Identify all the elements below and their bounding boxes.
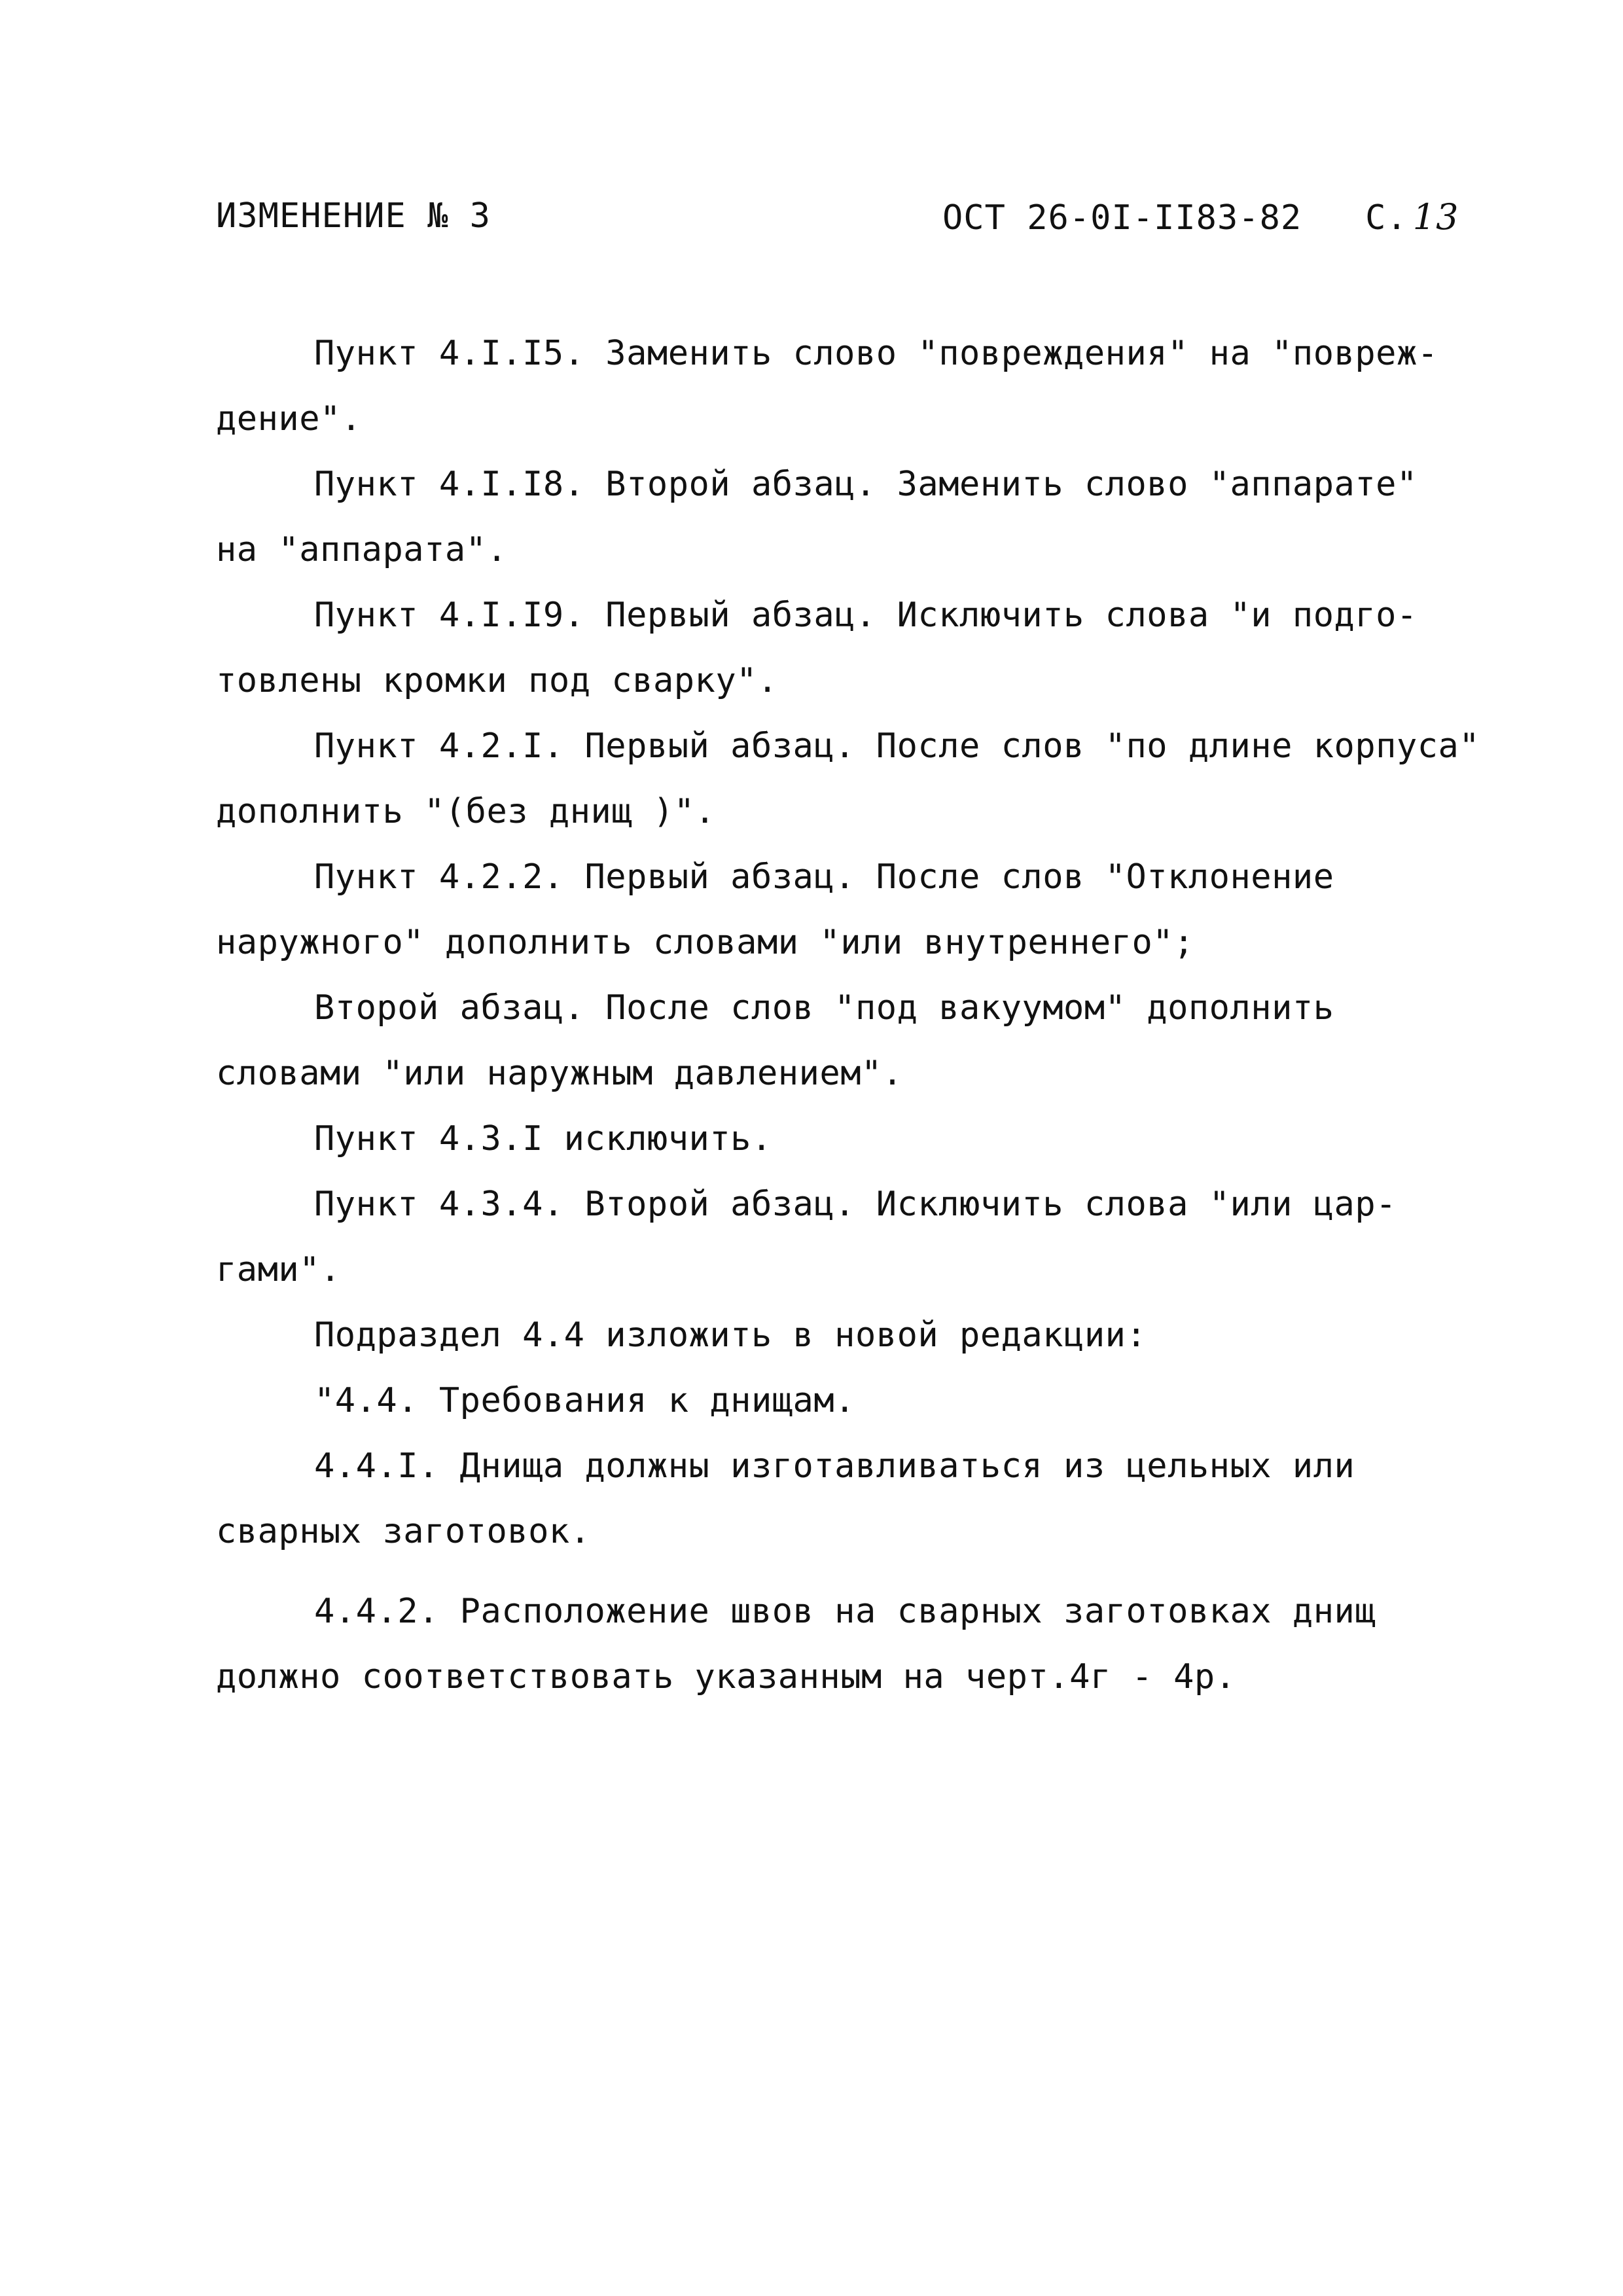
paragraph-line: Пункт 4.3.I исключить. xyxy=(314,1119,772,1158)
paragraph-line: 4.4.I. Днища должны изготавливаться из цельных или xyxy=(314,1446,1355,1486)
paragraph-line: Пункт 4.I.I8. Второй абзац. Заменить слово "аппарате" xyxy=(314,465,1418,504)
paragraph-line: гами". xyxy=(216,1250,341,1289)
page-prefix: С. xyxy=(1365,198,1408,238)
paragraph-line: должно соответствовать указанным на черт.4г - 4р. xyxy=(216,1657,1236,1696)
paragraph-line: "4.4. Требования к днищам. xyxy=(314,1381,855,1420)
paragraph-line: Пункт 4.2.I. Первый абзац. После слов "по длине корпуса" xyxy=(314,726,1480,766)
paragraph-line: товлены кромки под сварку". xyxy=(216,661,778,700)
paragraph-line: словами "или наружным давлением". xyxy=(216,1054,903,1093)
paragraph-line: Пункт 4.I.I5. Заменить слово "повреждения" на "повреж- xyxy=(314,334,1438,373)
paragraph-line: наружного" дополнить словами "или внутреннего"; xyxy=(216,923,1194,962)
paragraph-line: Пункт 4.3.4. Второй абзац. Исключить слова "или цар- xyxy=(314,1185,1397,1224)
standard-number: ОСТ 26-0I-II83-82 xyxy=(942,198,1302,238)
document-body xyxy=(216,321,1480,1710)
paragraph-line: Подраздел 4.4 изложить в новой редакции: xyxy=(314,1316,1147,1355)
paragraph-line: Пункт 4.I.I9. Первый абзац. Исключить слова "и подго- xyxy=(314,596,1418,635)
paragraph-line: дополнить "(без днищ )". xyxy=(216,792,716,831)
paragraph-line: 4.4.2. Расположение швов на сварных заготовках днищ xyxy=(314,1592,1376,1631)
standard-header xyxy=(942,196,1459,238)
paragraph-line: дение". xyxy=(216,399,362,439)
paragraph-line: сварных заготовок. xyxy=(216,1512,591,1551)
paragraph-line: Второй абзац. После слов "под вакуумом" дополнить xyxy=(314,988,1334,1028)
paragraph-line: на "аппарата". xyxy=(216,530,508,569)
paragraph-line: Пункт 4.2.2. Первый абзац. После слов "Отклонение xyxy=(314,857,1334,897)
page-number: 13 xyxy=(1412,196,1459,238)
change-notice-title: ИЗМЕНЕНИЕ № 3 xyxy=(216,196,491,236)
